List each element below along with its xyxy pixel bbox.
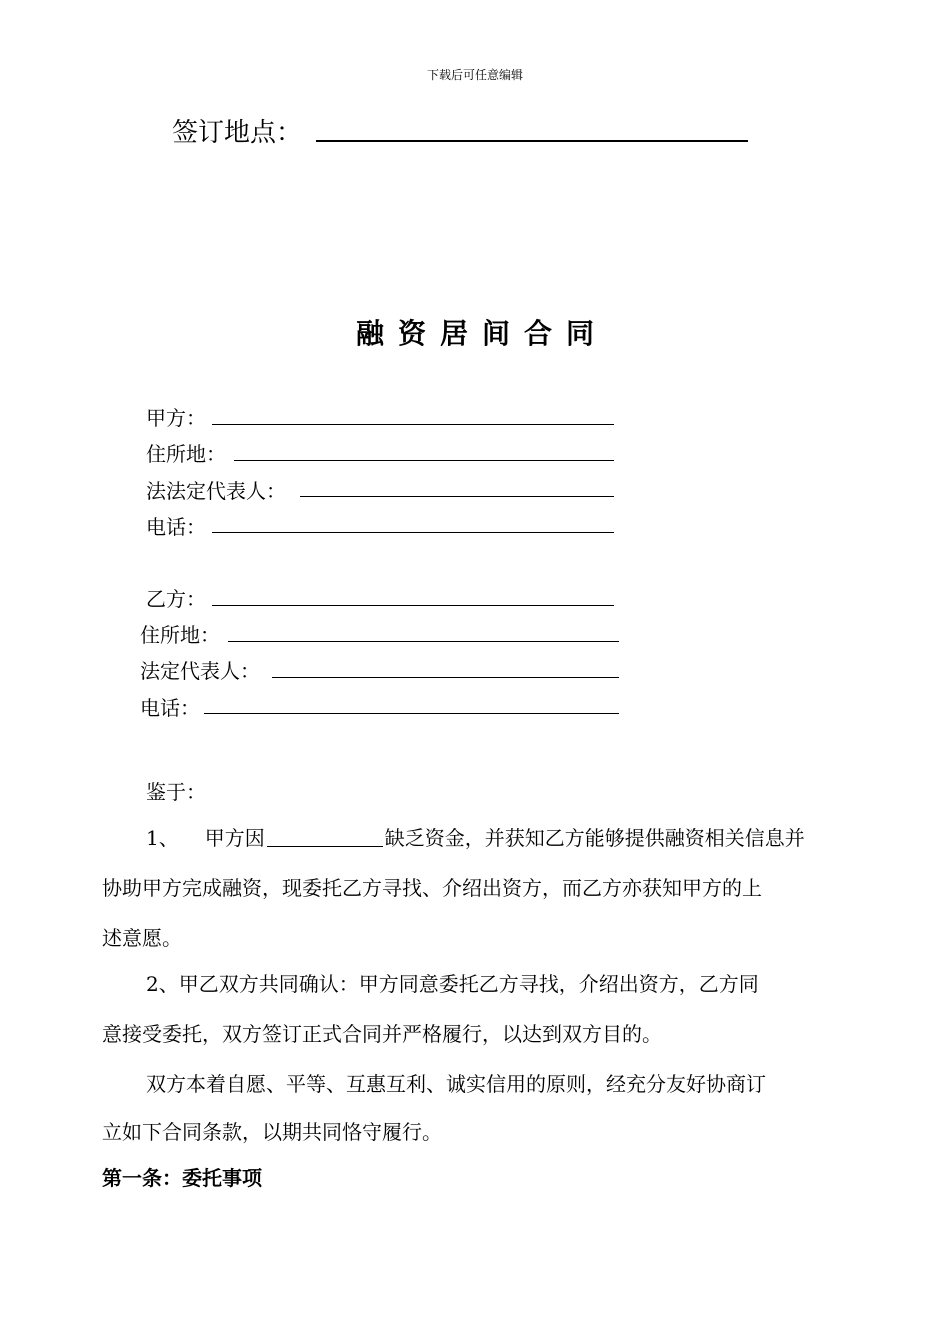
clause-1-pre: 甲方因 [204, 826, 265, 850]
party-a-phone-blank[interactable] [212, 532, 614, 533]
party-b-address-label: 住所地： [140, 623, 220, 647]
party-a-address-label: 住所地： [146, 442, 226, 466]
header-note: 下载后可任意编辑 [426, 68, 523, 82]
party-a-address-blank[interactable] [234, 460, 614, 461]
clause-1-line-3: 述意愿。 [102, 926, 182, 950]
party-b-name-blank[interactable] [212, 605, 614, 606]
clause-2-line-2: 意接受委托，双方签订正式合同并严格履行，以达到双方目的。 [102, 1022, 662, 1046]
party-a-name-blank[interactable] [212, 424, 614, 425]
clause-2-line-1: 2、甲乙双方共同确认：甲方同意委托乙方寻找，介绍出资方，乙方同 [146, 972, 759, 996]
party-b-rep-label: 法定代表人： [140, 659, 260, 683]
principle-line-2: 立如下合同条款，以期共同恪守履行。 [102, 1120, 442, 1144]
party-b-rep-blank[interactable] [272, 677, 619, 678]
party-a-name-label: 甲方： [146, 406, 206, 430]
party-a-rep-blank[interactable] [300, 496, 614, 497]
clause-1-line-2: 协助甲方完成融资，现委托乙方寻找、介绍出资方，而乙方亦获知甲方的上 [102, 876, 762, 900]
party-b-address-blank[interactable] [228, 641, 619, 642]
party-b-name-label: 乙方： [146, 587, 206, 611]
principle-line-1: 双方本着自愿、平等、互惠互利、诚实信用的原则，经充分友好协商订 [146, 1072, 766, 1096]
whereas-label: 鉴于： [146, 780, 206, 804]
clause-1-number: 1、 [146, 826, 179, 850]
clause-1-post: 缺乏资金，并获知乙方能够提供融资相关信息并 [384, 826, 805, 850]
signing-place-label: 签订地点： [172, 118, 303, 148]
clause-1-line-1 [146, 822, 805, 851]
party-a-rep-label: 法法定代表人： [146, 479, 286, 503]
party-b-phone-label: 电话： [140, 696, 200, 720]
party-b-phone-blank[interactable] [204, 713, 619, 714]
clause-1-blank[interactable] [267, 828, 383, 847]
article-1-heading: 第一条：委托事项 [102, 1166, 262, 1190]
contract-title: 融资居间合同 [355, 317, 608, 350]
signing-place-blank[interactable] [316, 140, 748, 142]
party-a-phone-label: 电话： [146, 515, 206, 539]
